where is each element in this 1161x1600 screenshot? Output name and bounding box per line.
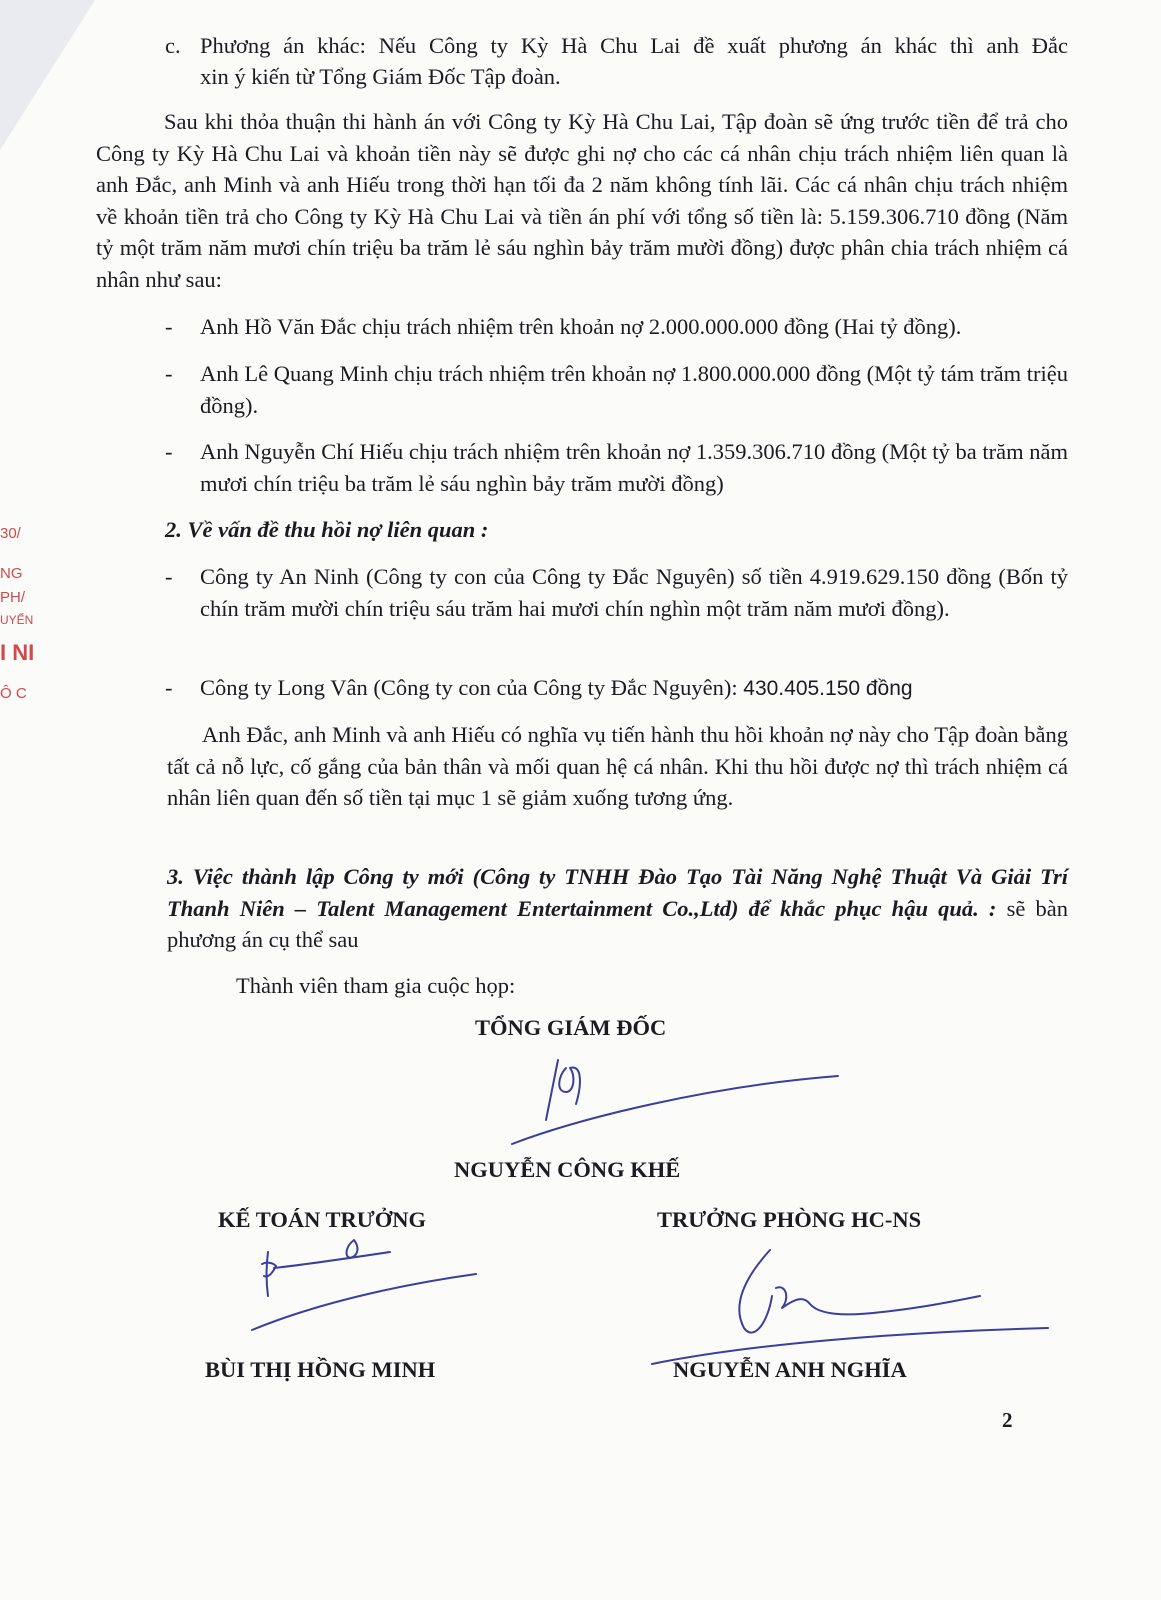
stamp-text: PH/ [0, 589, 26, 606]
stamp-text: UYỂN [0, 613, 34, 627]
settlement-paragraph: Sau khi thỏa thuận thi hành án với Công ty Kỳ Hà Chu Lai, Tập đoàn sẽ ứng trước tiền để trả cho Công ty Kỳ Hà Chu Lai và khoản tiền này sẽ được ghi nợ cho các cá nhân chịu trách nhiệm liên quan là anh Đắc, anh Minh và anh Hiếu trong thời hạn tối đa 2 năm không tính lãi. Các cá nhân chịu trách nhiệm về khoản tiền trả cho Công ty Kỳ Hà Chu Lai và tiền án phí với tổng số tiền là: 5.159.306.710 đồng (Năm tỷ một trăm năm mươi chín triệu ba trăm lẻ sáu nghìn bảy trăm mười đồng) được phân chia trách nhiệm cá nhân như sau: [96, 109, 1068, 292]
debt-long-van-text: Công ty Long Vân (Công ty con của Công ty Đắc Nguyên): [200, 675, 744, 700]
section-3-note: sẽ bàn phương án cụ thể sau [167, 895, 1068, 952]
list-marker: c. [165, 33, 181, 58]
option-c-line2: xin ý kiến từ Tổng Giám Đốc Tập đoàn. [200, 64, 561, 89]
stamp-text: I NI [0, 640, 35, 665]
hr-title: TRƯỞNG PHÒNG HC-NS [657, 1207, 922, 1232]
section-3 [167, 861, 1068, 956]
bullet: - [165, 439, 173, 464]
debt-long-van [200, 672, 1068, 705]
folded-corner [0, 0, 95, 150]
recovery-paragraph: Anh Đắc, anh Minh và anh Hiếu có nghĩa vụ tiến hành thu hồi khoản nợ này cho Tập đoàn bằng tất cả nỗ lực, cố gắng của bản thân và mối quan hệ cá nhân. Khi thu hồi được nợ thì trách nhiệm cá nhân liên quan đến số tiền tại mục 1 sẽ giảm xuống tương ứng. [167, 722, 1068, 810]
bullet: - [165, 361, 173, 386]
stamp-text: Ô C [0, 685, 27, 702]
option-c-line1: Phương án khác: Nếu Công ty Kỳ Hà Chu Lai đề xuất phương án khác thì anh Đắc [200, 33, 1068, 58]
accountant-name: BÙI THỊ HỒNG MINH [205, 1357, 436, 1382]
stamp-text: NG [0, 565, 23, 582]
hr-signature [650, 1232, 1050, 1362]
ceo-signature [510, 1048, 840, 1148]
red-stamp-fragment [0, 525, 40, 735]
section-3-heading: 3. Việc thành lập Công ty mới (Công ty TNHH Đào Tạo Tài Năng Nghệ Thuật Và Giải Trí Thanh Niên – Talent Management Entertainment Co.,Ltd) để khắc phục hậu quả. : [167, 864, 1068, 921]
section-2-heading: 2. Về vấn đề thu hồi nợ liên quan : [165, 517, 489, 542]
responsibility-minh: Anh Lê Quang Minh chịu trách nhiệm trên khoản nợ 1.800.000.000 đồng (Một tỷ tám trăm triệu đồng). [200, 361, 1068, 418]
hr-name: NGUYỄN ANH NGHĨA [673, 1357, 907, 1382]
accountant-title: KẾ TOÁN TRƯỞNG [218, 1207, 426, 1232]
ceo-title: TỔNG GIÁM ĐỐC [475, 1015, 667, 1040]
debt-long-van-amount: 430.405.150 đồng [743, 677, 913, 700]
ceo-name: NGUYỄN CÔNG KHẾ [454, 1157, 681, 1182]
debt-an-ninh: Công ty An Ninh (Công ty con của Công ty Đắc Nguyên) số tiền 4.919.629.150 đồng (Bốn tỷ chín trăm mười chín triệu sáu trăm hai mươi chín nghìn một trăm năm mươi đồng). [200, 564, 1068, 621]
stamp-text: 30/ [0, 525, 21, 542]
page-number: 2 [1002, 1408, 1013, 1432]
accountant-signature [250, 1232, 480, 1332]
bullet: - [165, 564, 173, 589]
bullet: - [165, 314, 173, 339]
responsibility-hieu: Anh Nguyễn Chí Hiếu chịu trách nhiệm trên khoản nợ 1.359.306.710 đồng (Một tỷ ba trăm năm mươi chín triệu ba trăm lẻ sáu nghìn bảy trăm mười đồng) [200, 439, 1068, 496]
participants-label: Thành viên tham gia cuộc họp: [236, 973, 516, 998]
bullet: - [165, 675, 173, 700]
responsibility-dac: Anh Hồ Văn Đắc chịu trách nhiệm trên khoản nợ 2.000.000.000 đồng (Hai tỷ đồng). [200, 314, 962, 339]
